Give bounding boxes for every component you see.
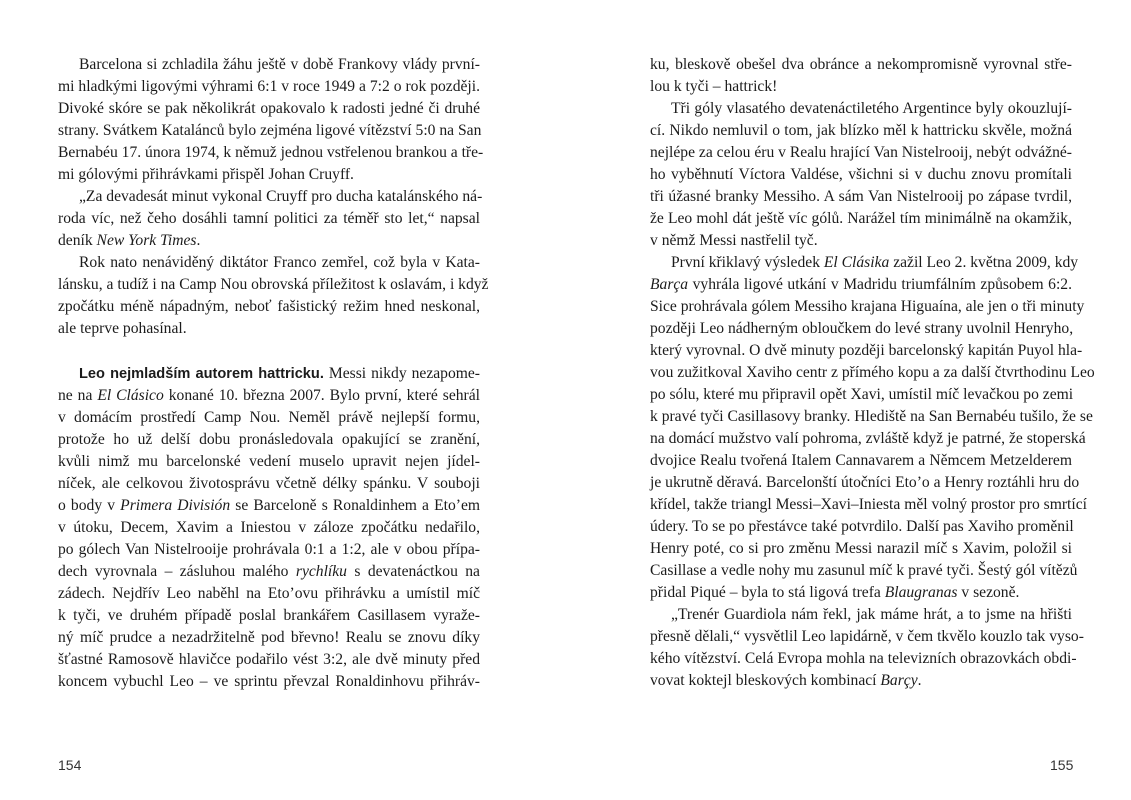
italic-text: El Clásico [97, 387, 164, 404]
text-segment: Divoké skóre se pak několikrát opakovalo k radosti jedné či druhé [58, 100, 480, 117]
text-segment: křídel, takže triangl Messi–Xavi–Iniesta měl volný prostor pro smrtící [650, 496, 1087, 513]
text-line [650, 560, 1078, 582]
text-segment: v útoku, Decem, Xavim a Iniestou v záloze zpočátku nedařilo, [58, 519, 480, 536]
text-segment: ale teprve pohasínal. [58, 320, 187, 337]
text-line [650, 252, 1079, 274]
text-segment: ne na [58, 387, 98, 404]
text-segment: který vyrovnal. O dvě minuty později barcelonský kapitán Puyol hla- [650, 342, 1083, 359]
text-line [58, 495, 480, 517]
italic-text: Primera División [120, 497, 231, 514]
text-line [58, 671, 480, 693]
text-line [58, 98, 480, 120]
text-segment: na domácí mužstvo valí pohroma, zvláště když je patrné, že stoperská [650, 430, 1086, 447]
text-segment: tři úžasné branky Messiho. A sám Van Nistelrooij po zápase tvrdil, [650, 188, 1072, 205]
text-segment: že Leo mohl dát ještě víc gólů. Narážel tím minimálně na okamžik, [650, 210, 1072, 227]
text-segment: koncem vybuchl Leo – ve sprintu převzal Ronaldinhovu přihráv- [58, 673, 480, 690]
text-segment: k pravé tyči Casillasovy branky. Hlediště na San Bernabéu tušilo, že se [650, 408, 1093, 425]
paragraph-gap [58, 340, 480, 363]
left-page [0, 0, 565, 800]
text-segment: zažil Leo 2. května 2009, kdy [889, 254, 1079, 271]
text-line [58, 605, 480, 627]
text-line [58, 120, 480, 142]
text-segment: v domácím prostředí Camp Nou. Neměl právě nejlepší formu, [58, 409, 480, 426]
italic-text: El Clásika [823, 254, 890, 271]
text-line [58, 561, 480, 583]
text-line [650, 626, 1084, 648]
text-line [650, 340, 1083, 362]
text-segment: konané 10. března 2007. Bylo první, které sehrál [163, 387, 481, 404]
text-line [650, 494, 1087, 516]
text-line [650, 406, 1093, 428]
text-segment: níček, ale celkovou životosprávu včetně délky spánku. V souboji [58, 475, 480, 492]
text-line [58, 627, 480, 649]
text-line [650, 164, 1072, 186]
text-segment: roda víc, než čeho dosáhli tamní politici za téměř sto let,“ napsal [58, 210, 480, 227]
text-line [650, 54, 1072, 76]
text-line [650, 648, 1077, 670]
text-line [650, 296, 1085, 318]
text-segment: údery. To se po přestávce také potvrdilo. Další pas Xaviho proměnil [650, 518, 1074, 535]
text-segment: později Leo nádherným obloučkem do levé strany uvolnil Henryho, [650, 320, 1074, 337]
text-segment: strany. Svátkem Katalánců bylo zejména ligové vítězství 5:0 na San [58, 122, 482, 139]
text-segment: . [917, 672, 922, 689]
text-segment: po sólu, které mu připravil opět Xavi, umístil míč levačkou po zemi [650, 386, 1074, 403]
text-line [58, 517, 480, 539]
text-segment: Casillase a vedle nohy mu zasunul míč k pravé tyči. Šestý gól vítězů [650, 562, 1078, 579]
text-segment: Rok nato nenáviděný diktátor Franco zemřel, což byla v Kata- [79, 254, 480, 271]
text-segment: lánsku, a tudíž i na Camp Nou obrovská příležitost k oslavám, i když [58, 276, 489, 293]
text-segment: mi hladkými ligovými výhrami 6:1 v roce 1949 a 7:2 o rok později. [58, 78, 480, 95]
text-line [650, 516, 1072, 538]
text-line [58, 54, 480, 76]
text-line [58, 318, 480, 340]
text-segment: zpočátku méně nápadným, neboť fašistický režim hned neskonal, [58, 298, 480, 315]
text-segment: lou k tyči – hattrick! [650, 78, 778, 95]
text-line [58, 164, 480, 186]
text-line [58, 230, 480, 252]
text-line [58, 252, 480, 274]
text-line [650, 604, 1072, 626]
page-body [58, 54, 489, 693]
text-line [650, 208, 1072, 230]
text-segment: První křiklavý výsledek [671, 254, 824, 271]
text-segment: zádech. Nejdřív Leo naběhl na Eto’ovu přihrávku a umístil míč [58, 585, 480, 602]
text-segment: je ukrutně děravá. Barcelonští útočníci Eto’o a Henry roztáhli hru do [650, 474, 1080, 491]
text-segment: ho vyběhnutí Víctora Valdése, všichni si v duchu znovu promítali [650, 166, 1072, 183]
text-segment: „Za devadesát minut vykonal Cruyff pro ducha katalánského ná- [79, 188, 483, 205]
text-segment: ný míč prudce a nezadržitelně pod břevno! Realu se znovu díky [58, 629, 480, 646]
text-line [650, 98, 1072, 120]
text-segment: cí. Nikdo nemluvil o tom, jak blízko měl k hattricku skvěle, možná [650, 122, 1072, 139]
text-segment: Tři góly vlasatého devatenáctiletého Argentince byly okouzlují- [671, 100, 1072, 117]
text-line [58, 385, 480, 407]
text-line [650, 230, 1072, 252]
text-segment: nejlépe za celou éru v Realu hrající Van Nistelrooij, nebýt odvážné- [650, 144, 1072, 161]
text-segment: v sezoně. [957, 584, 1020, 601]
text-line [58, 296, 480, 318]
text-segment: kvůli nimž mu barcelonské vedení muselo upravit nejen jídel- [58, 453, 480, 470]
text-segment: mi gólovými přihrávkami přispěl Johan Cruyff. [58, 166, 354, 183]
text-line [650, 186, 1072, 208]
page-number: 155 [1050, 757, 1074, 773]
text-line [650, 120, 1072, 142]
text-line [650, 362, 1095, 384]
text-segment: vovat koktejl bleskových kombinací [650, 672, 881, 689]
text-segment: dvojice Realu tvořená Italem Cannavarem a Němcem Metzelderem [650, 452, 1072, 469]
text-line [58, 451, 480, 473]
text-line [650, 472, 1080, 494]
text-segment: ku, bleskově obešel dva obránce a nekompromisně vyrovnal stře- [650, 56, 1072, 73]
italic-text: rychlíku [295, 563, 347, 580]
text-segment: Sice prohrávala gólem Messiho krajana Higuaína, ale jen o tři minuty [650, 298, 1085, 315]
right-page [566, 0, 1131, 800]
text-segment: šťastné Ramosově hlavičce podařilo vést 3:2, ale dvě minuty před [58, 651, 480, 668]
text-line [58, 186, 483, 208]
italic-text: Blaugranas [884, 584, 958, 601]
text-line [650, 274, 1072, 296]
text-segment: Barcelona si zchladila žáhu ještě v době Frankovy vlády první- [79, 56, 480, 73]
text-line [58, 76, 480, 98]
text-segment: deník [58, 232, 97, 249]
text-line [58, 142, 484, 164]
italic-text: Barçy [880, 672, 918, 689]
text-segment: s devatenáctkou na [346, 563, 480, 580]
text-segment: Messi nikdy nezapome- [323, 365, 481, 382]
text-line [58, 429, 480, 451]
text-line [58, 407, 480, 429]
text-line [650, 142, 1072, 164]
text-line [58, 473, 480, 495]
text-line [58, 539, 480, 561]
text-segment: vou zužitkoval Xaviho centr z přímého kopu a za další čtvrthodinu Leo [650, 364, 1095, 381]
text-line [58, 649, 480, 671]
italic-text: Barça [650, 276, 689, 293]
text-segment: „Trenér Guardiola nám řekl, jak máme hrát, a to jsme na hřišti [671, 606, 1072, 623]
italic-text: New York Times [96, 232, 197, 249]
text-line [650, 538, 1072, 560]
text-segment: k tyči, ve druhém případě poslal brankářem Casillasem vyraže- [58, 607, 480, 624]
text-segment: protože ho už delší dobu pronásledovala opakující se zranění, [58, 431, 480, 448]
text-line [650, 670, 1072, 692]
page-body [650, 54, 1095, 692]
text-line [58, 274, 489, 296]
text-segment: Bernabéu 17. února 1974, k němuž jednou vstřelenou brankou a tře- [58, 144, 484, 161]
text-segment: vyhrála ligové utkání v Madridu triumfálním způsobem 6:2. [688, 276, 1072, 293]
text-line [650, 450, 1072, 472]
text-line [650, 384, 1072, 406]
text-line [650, 76, 1072, 98]
text-line [650, 582, 1072, 604]
text-segment: přidal Piqué – byla to stá ligová trefa [650, 584, 885, 601]
text-segment: Henry poté, co si pro změnu Messi narazil míč s Xavim, položil si [650, 540, 1072, 557]
text-segment: o body v [58, 497, 121, 514]
text-line [650, 318, 1072, 340]
text-line [650, 428, 1086, 450]
text-line [58, 583, 480, 605]
page-number: 154 [58, 757, 82, 773]
section-heading: Leo nejmladším autorem hattricku. [79, 366, 324, 382]
text-line [58, 363, 480, 385]
text-segment: přesně dělali,“ vysvětlil Leo lapidárně, v čem tkvělo kouzlo tak vyso- [650, 628, 1084, 645]
text-segment: po gólech Van Nistelrooije prohrávala 0:1 a 1:2, ale v obou přípa- [58, 541, 480, 558]
text-segment: kého vítězství. Celá Evropa mohla na televizních obrazovkách obdi- [650, 650, 1077, 667]
text-segment: dech vyrovnala – zásluhou malého [58, 563, 296, 580]
text-segment: v němž Messi nastřelil tyč. [650, 232, 818, 249]
text-segment: se Barceloně s Ronaldinhem a Eto’em [230, 497, 480, 514]
text-line [58, 208, 480, 230]
text-segment: . [196, 232, 201, 249]
